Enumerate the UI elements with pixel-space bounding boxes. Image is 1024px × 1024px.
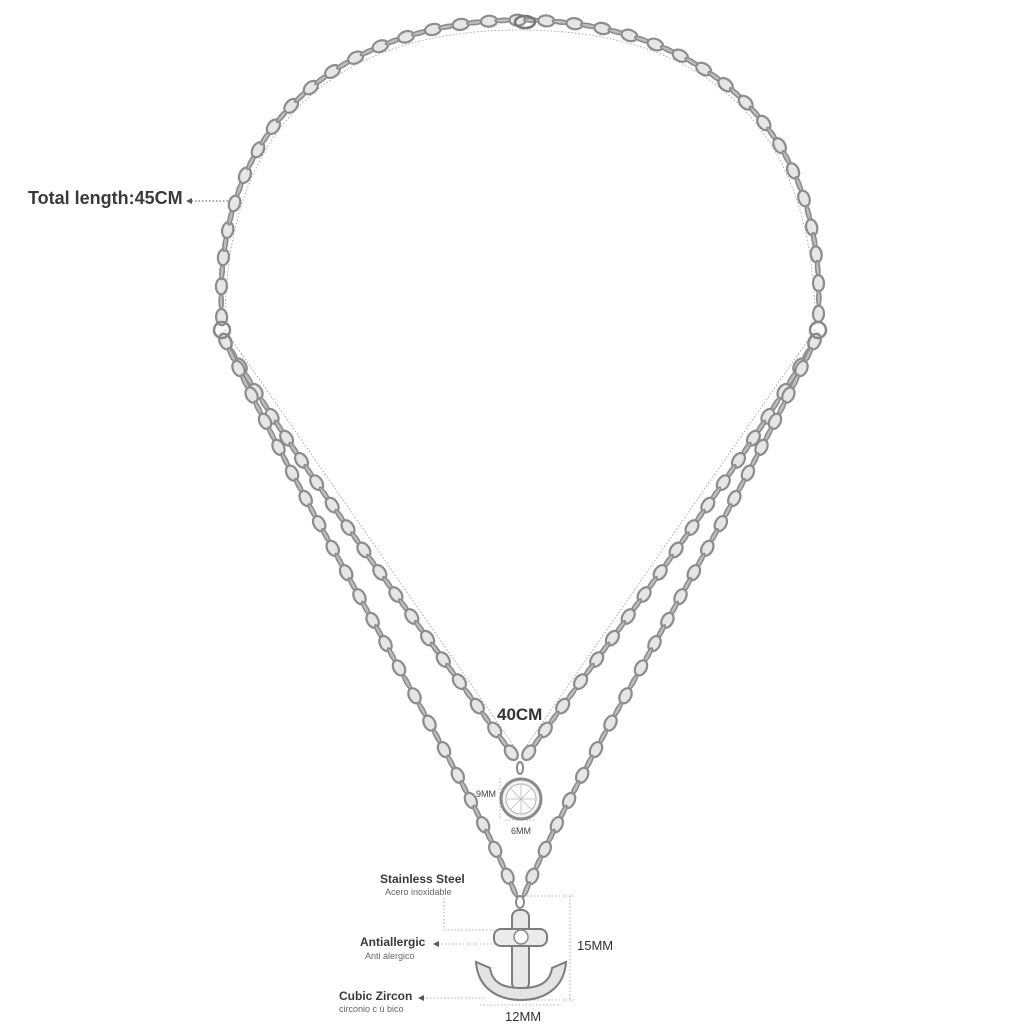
- anchor-bail: [516, 896, 524, 908]
- pendant-height-label: 9MM: [476, 789, 496, 799]
- chain-link: [216, 278, 228, 295]
- feature-title-zircon: Cubic Zircon: [339, 989, 413, 1003]
- chain-link: [521, 881, 531, 898]
- feature-title-stainless: Stainless Steel: [380, 872, 465, 886]
- total-length-label: Total length:45CM: [28, 188, 183, 208]
- guide-inner-left: [225, 330, 518, 752]
- feature-arrow-zircon: [418, 995, 424, 1001]
- chain-link: [237, 166, 254, 185]
- anchor-width-label: 12MM: [505, 1009, 542, 1024]
- outer-chain-left: [217, 332, 519, 898]
- anchor-zircon: [514, 930, 528, 944]
- chain-link: [524, 867, 541, 886]
- chain-link: [620, 28, 639, 43]
- inner-length-label: 40CM: [497, 705, 543, 724]
- total-length-arrowhead: [186, 198, 192, 204]
- chain-link: [397, 29, 416, 44]
- guide-inner-right: [522, 330, 815, 752]
- bail: [517, 762, 523, 774]
- chain-link: [817, 290, 821, 306]
- necklace-chains: [214, 15, 826, 898]
- anchor-height-label: 15MM: [577, 938, 614, 953]
- guide-neck-loop: [225, 30, 815, 325]
- feature-arrow-antiallergic: [433, 941, 439, 947]
- chain-link: [813, 275, 825, 292]
- chain-link: [219, 293, 223, 309]
- anchor-shank: [512, 910, 529, 990]
- chain-link: [796, 189, 812, 208]
- outer-chain-right: [521, 332, 823, 898]
- chain-link: [646, 36, 665, 52]
- feature-title-antiallergic: Antiallergic: [360, 935, 426, 949]
- anchor-pendant: [476, 896, 566, 1000]
- inner-chain-right: [519, 331, 823, 762]
- feature-subtitle-stainless: Acero inoxidable: [385, 887, 452, 897]
- inner-chain-left: [217, 331, 521, 762]
- chain-link: [371, 38, 390, 54]
- pendant-width-label: 6MM: [511, 826, 531, 836]
- chain-link: [499, 867, 516, 886]
- neck-chain: [216, 15, 825, 326]
- feature-subtitle-antiallergic: Anti alergico: [365, 951, 415, 961]
- chain-link: [508, 881, 518, 898]
- chain-link: [813, 306, 825, 323]
- feature-subtitle-zircon: circonio c ú bico: [339, 1004, 404, 1014]
